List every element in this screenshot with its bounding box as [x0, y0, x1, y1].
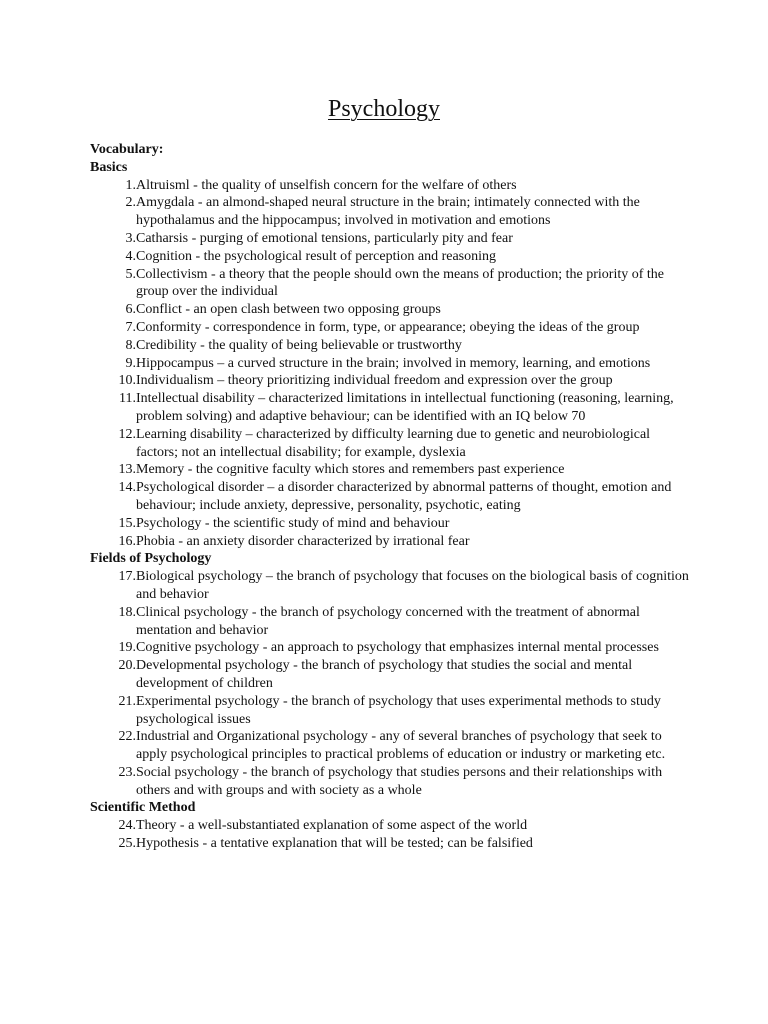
- list-item: [90, 248, 690, 266]
- item-definition: Credibility - the quality of being believable or trustworthy: [136, 337, 462, 353]
- item-definition: Conflict - an open clash between two opposing groups: [136, 302, 441, 318]
- item-definition: Industrial and Organizational psychology - any of several branches of psychology that seek to apply psychological principles to practical problems of education or industry or marketing etc.: [136, 729, 666, 763]
- item-number: 6.: [125, 302, 136, 318]
- item-number: 11.: [119, 391, 136, 407]
- item-number: 5.: [125, 266, 136, 282]
- list-item: [90, 693, 690, 729]
- item-definition: Learning disability – characterized by difficulty learning due to genetic and neurobiological factors; not an intellectual disability; for example, dyslexia: [136, 426, 651, 460]
- item-number: 3.: [125, 230, 136, 246]
- item-number: 25.: [118, 836, 136, 852]
- item-number: 1.: [125, 177, 136, 193]
- item-number: 23.: [118, 764, 136, 780]
- item-definition: Psychological disorder – a disorder characterized by abnormal patterns of thought, emotion and behaviour; include anxiety, depressive, personality, psychotic, eating: [136, 480, 672, 513]
- list-item: [90, 355, 690, 373]
- item-definition: Collectivism - a theory that the people should own the means of production; the priority of the group over the individual: [136, 266, 664, 300]
- item-number: 24.: [118, 818, 136, 834]
- item-definition: Theory - a well-substantiated explanation of some aspect of the world: [136, 818, 528, 834]
- section-heading: Scientific Method: [90, 800, 196, 816]
- item-definition: Hippocampus – a curved structure in the brain; involved in memory, learning, and emotions: [136, 355, 651, 371]
- item-definition: Experimental psychology - the branch of psychology that uses experimental methods to study psychological issues: [136, 693, 661, 727]
- page-title: Psychology: [327, 96, 440, 122]
- list-item: [90, 319, 690, 337]
- list-item: [90, 194, 690, 230]
- list-item: [90, 426, 690, 462]
- list-item: [90, 657, 690, 693]
- item-number: 17.: [118, 569, 136, 585]
- list-item: [90, 266, 690, 302]
- list-item: [90, 479, 690, 515]
- list-item: [90, 728, 690, 764]
- item-number: 18.: [118, 604, 136, 620]
- item-definition: Memory - the cognitive faculty which stores and remembers past experience: [136, 462, 565, 478]
- list-item: [90, 515, 690, 533]
- list-item: [90, 390, 690, 426]
- list-item: [90, 230, 690, 248]
- item-definition: Amygdala - an almond-shaped neural structure in the brain; intimately connected with the hypothalamus and the hippocampus; involved in motivation and emotions: [136, 195, 640, 229]
- list-item: [90, 533, 690, 551]
- item-number: 4.: [125, 248, 136, 264]
- item-number: 10.: [118, 373, 136, 389]
- list-item: [90, 817, 690, 835]
- list-item: [90, 568, 690, 604]
- item-number: 15.: [118, 515, 136, 531]
- list-item: [90, 372, 690, 390]
- document-body: [90, 141, 690, 853]
- item-definition: Phobia - an anxiety disorder characterized by irrational fear: [136, 533, 470, 549]
- item-number: 14.: [118, 480, 136, 496]
- item-definition: Intellectual disability – characterized limitations in intellectual functioning (reasoning, learning, problem solving) and adaptive behaviour; can be identified with an IQ below 70: [136, 391, 674, 424]
- vocabulary-heading: Vocabulary:: [90, 142, 164, 157]
- section-heading: Basics: [90, 159, 128, 175]
- list-item: [90, 639, 690, 657]
- section-heading: Fields of Psychology: [90, 551, 212, 567]
- item-number: 20.: [118, 658, 136, 674]
- list-item: [90, 461, 690, 479]
- item-definition: Psychology - the scientific study of mind and behaviour: [136, 515, 450, 531]
- item-definition: Altruisml - the quality of unselfish concern for the welfare of others: [136, 177, 517, 193]
- vocabulary-sections: [90, 159, 690, 853]
- item-number: 13.: [118, 462, 136, 478]
- item-definition: Catharsis - purging of emotional tensions, particularly pity and fear: [136, 230, 513, 246]
- list-item: [90, 604, 690, 640]
- item-definition: Clinical psychology - the branch of psychology concerned with the treatment of abnormal mentation and behavior: [136, 604, 640, 638]
- item-definition: Individualism – theory prioritizing individual freedom and expression over the group: [136, 373, 613, 389]
- item-number: 12.: [118, 426, 136, 442]
- item-number: 2.: [125, 195, 136, 211]
- vocabulary-list: [90, 568, 690, 799]
- item-definition: Hypothesis - a tentative explanation that will be tested; can be falsified: [136, 836, 533, 852]
- vocabulary-list: [90, 817, 690, 853]
- list-item: [90, 835, 690, 853]
- item-number: 16.: [118, 533, 136, 549]
- item-definition: Cognition - the psychological result of perception and reasoning: [136, 248, 497, 264]
- item-number: 9.: [125, 355, 136, 371]
- item-definition: Cognitive psychology - an approach to psychology that emphasizes internal mental processes: [136, 640, 659, 656]
- item-number: 22.: [118, 729, 136, 745]
- list-item: [90, 764, 690, 800]
- vocabulary-list: [90, 177, 690, 551]
- list-item: [90, 301, 690, 319]
- item-number: 8.: [125, 337, 136, 353]
- item-definition: Social psychology - the branch of psychology that studies persons and their relationships with others and with groups and with society as a whole: [136, 764, 663, 798]
- item-number: 19.: [118, 640, 136, 656]
- list-item: [90, 337, 690, 355]
- item-number: 7.: [125, 319, 136, 335]
- item-definition: Developmental psychology - the branch of psychology that studies the social and mental development of children: [136, 658, 633, 691]
- item-number: 21.: [118, 693, 136, 709]
- item-definition: Biological psychology – the branch of psychology that focuses on the biological basis of cognition and behavior: [136, 569, 689, 602]
- list-item: [90, 177, 690, 195]
- item-definition: Conformity - correspondence in form, type, or appearance; obeying the ideas of the group: [136, 319, 640, 335]
